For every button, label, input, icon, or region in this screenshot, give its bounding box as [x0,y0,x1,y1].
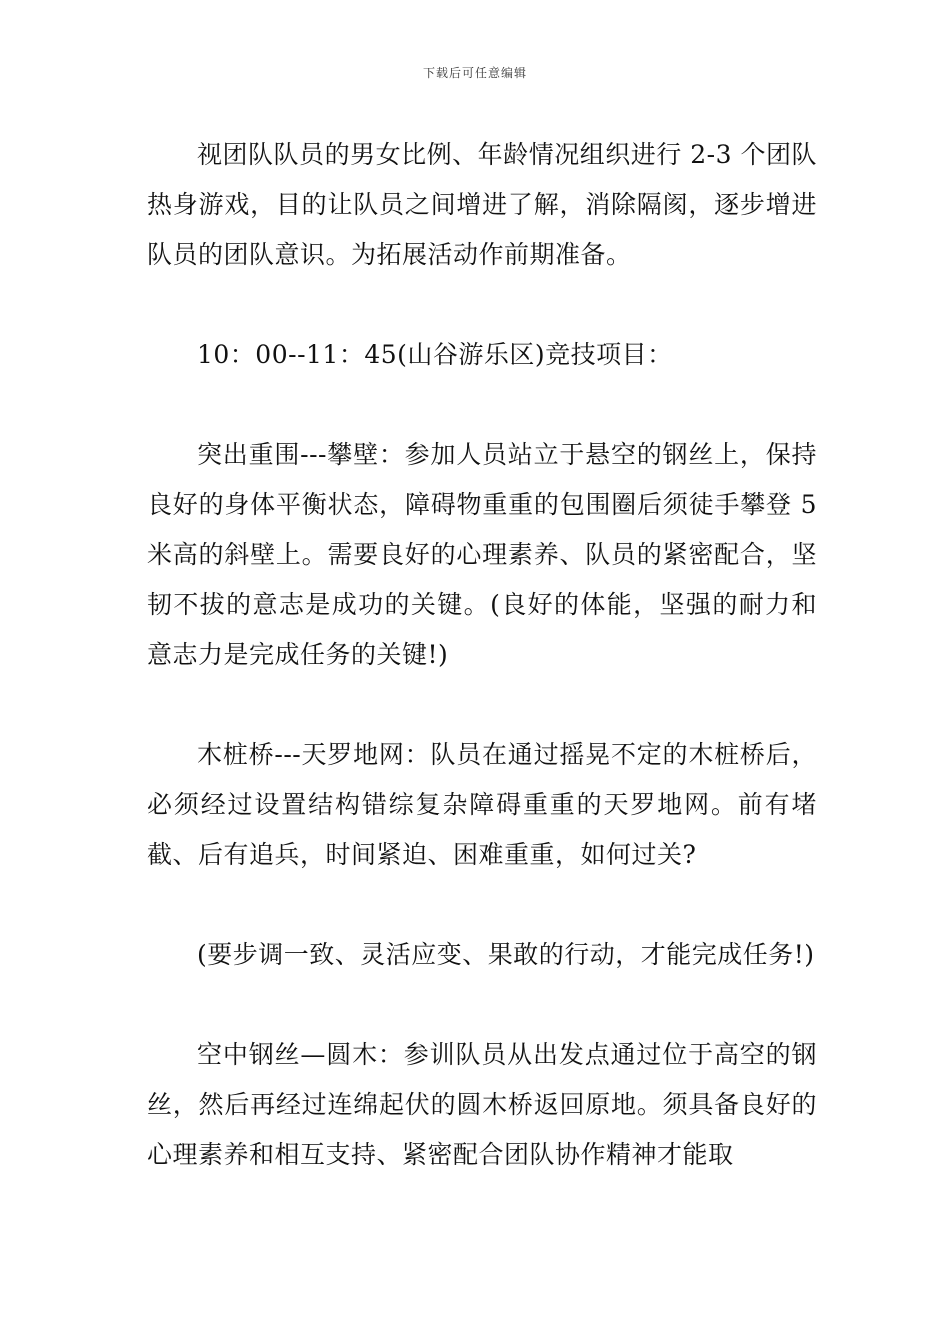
paragraph-wall-climb: 突出重围---攀壁：参加人员站立于悬空的钢丝上，保持良好的身体平衡状态，障碍物重重的包围圈后须徒手攀登 5 米高的斜壁上。需要良好的心理素养、队员的紧密配合，坚韧不拔的意志是成功的关键。(良好的体能，坚强的耐力和意志力是完成任务的关键!) [147,440,817,669]
paragraph-tip: (要步调一致、灵活应变、果敢的行动，才能完成任务!) [197,940,815,969]
page-header: 下载后可任意编辑 [422,66,527,80]
paragraph-log-bridge: 木桩桥---天罗地网：队员在通过摇晃不定的木桩桥后，必须经过设置结构错综复杂障碍重重的天罗地网。前有堵截、后有追兵，时间紧迫、困难重重，如何过关? [147,740,817,869]
document-body [147,130,817,1230]
paragraph-warmup: 视团队队员的男女比例、年龄情况组织进行 2-3 个团队热身游戏，目的让队员之间增进了解，消除隔阂，逐步增进队员的团队意识。为拓展活动作前期准备。 [147,140,817,269]
paragraph-schedule-time: 10：00--11：45(山谷游乐区)竞技项目： [197,340,673,369]
paragraph-wire-log: 空中钢丝—圆木：参训队员从出发点通过位于高空的钢丝，然后再经过连绵起伏的圆木桥返回原地。须具备良好的心理素养和相互支持、紧密配合团队协作精神才能取 [147,1040,817,1169]
